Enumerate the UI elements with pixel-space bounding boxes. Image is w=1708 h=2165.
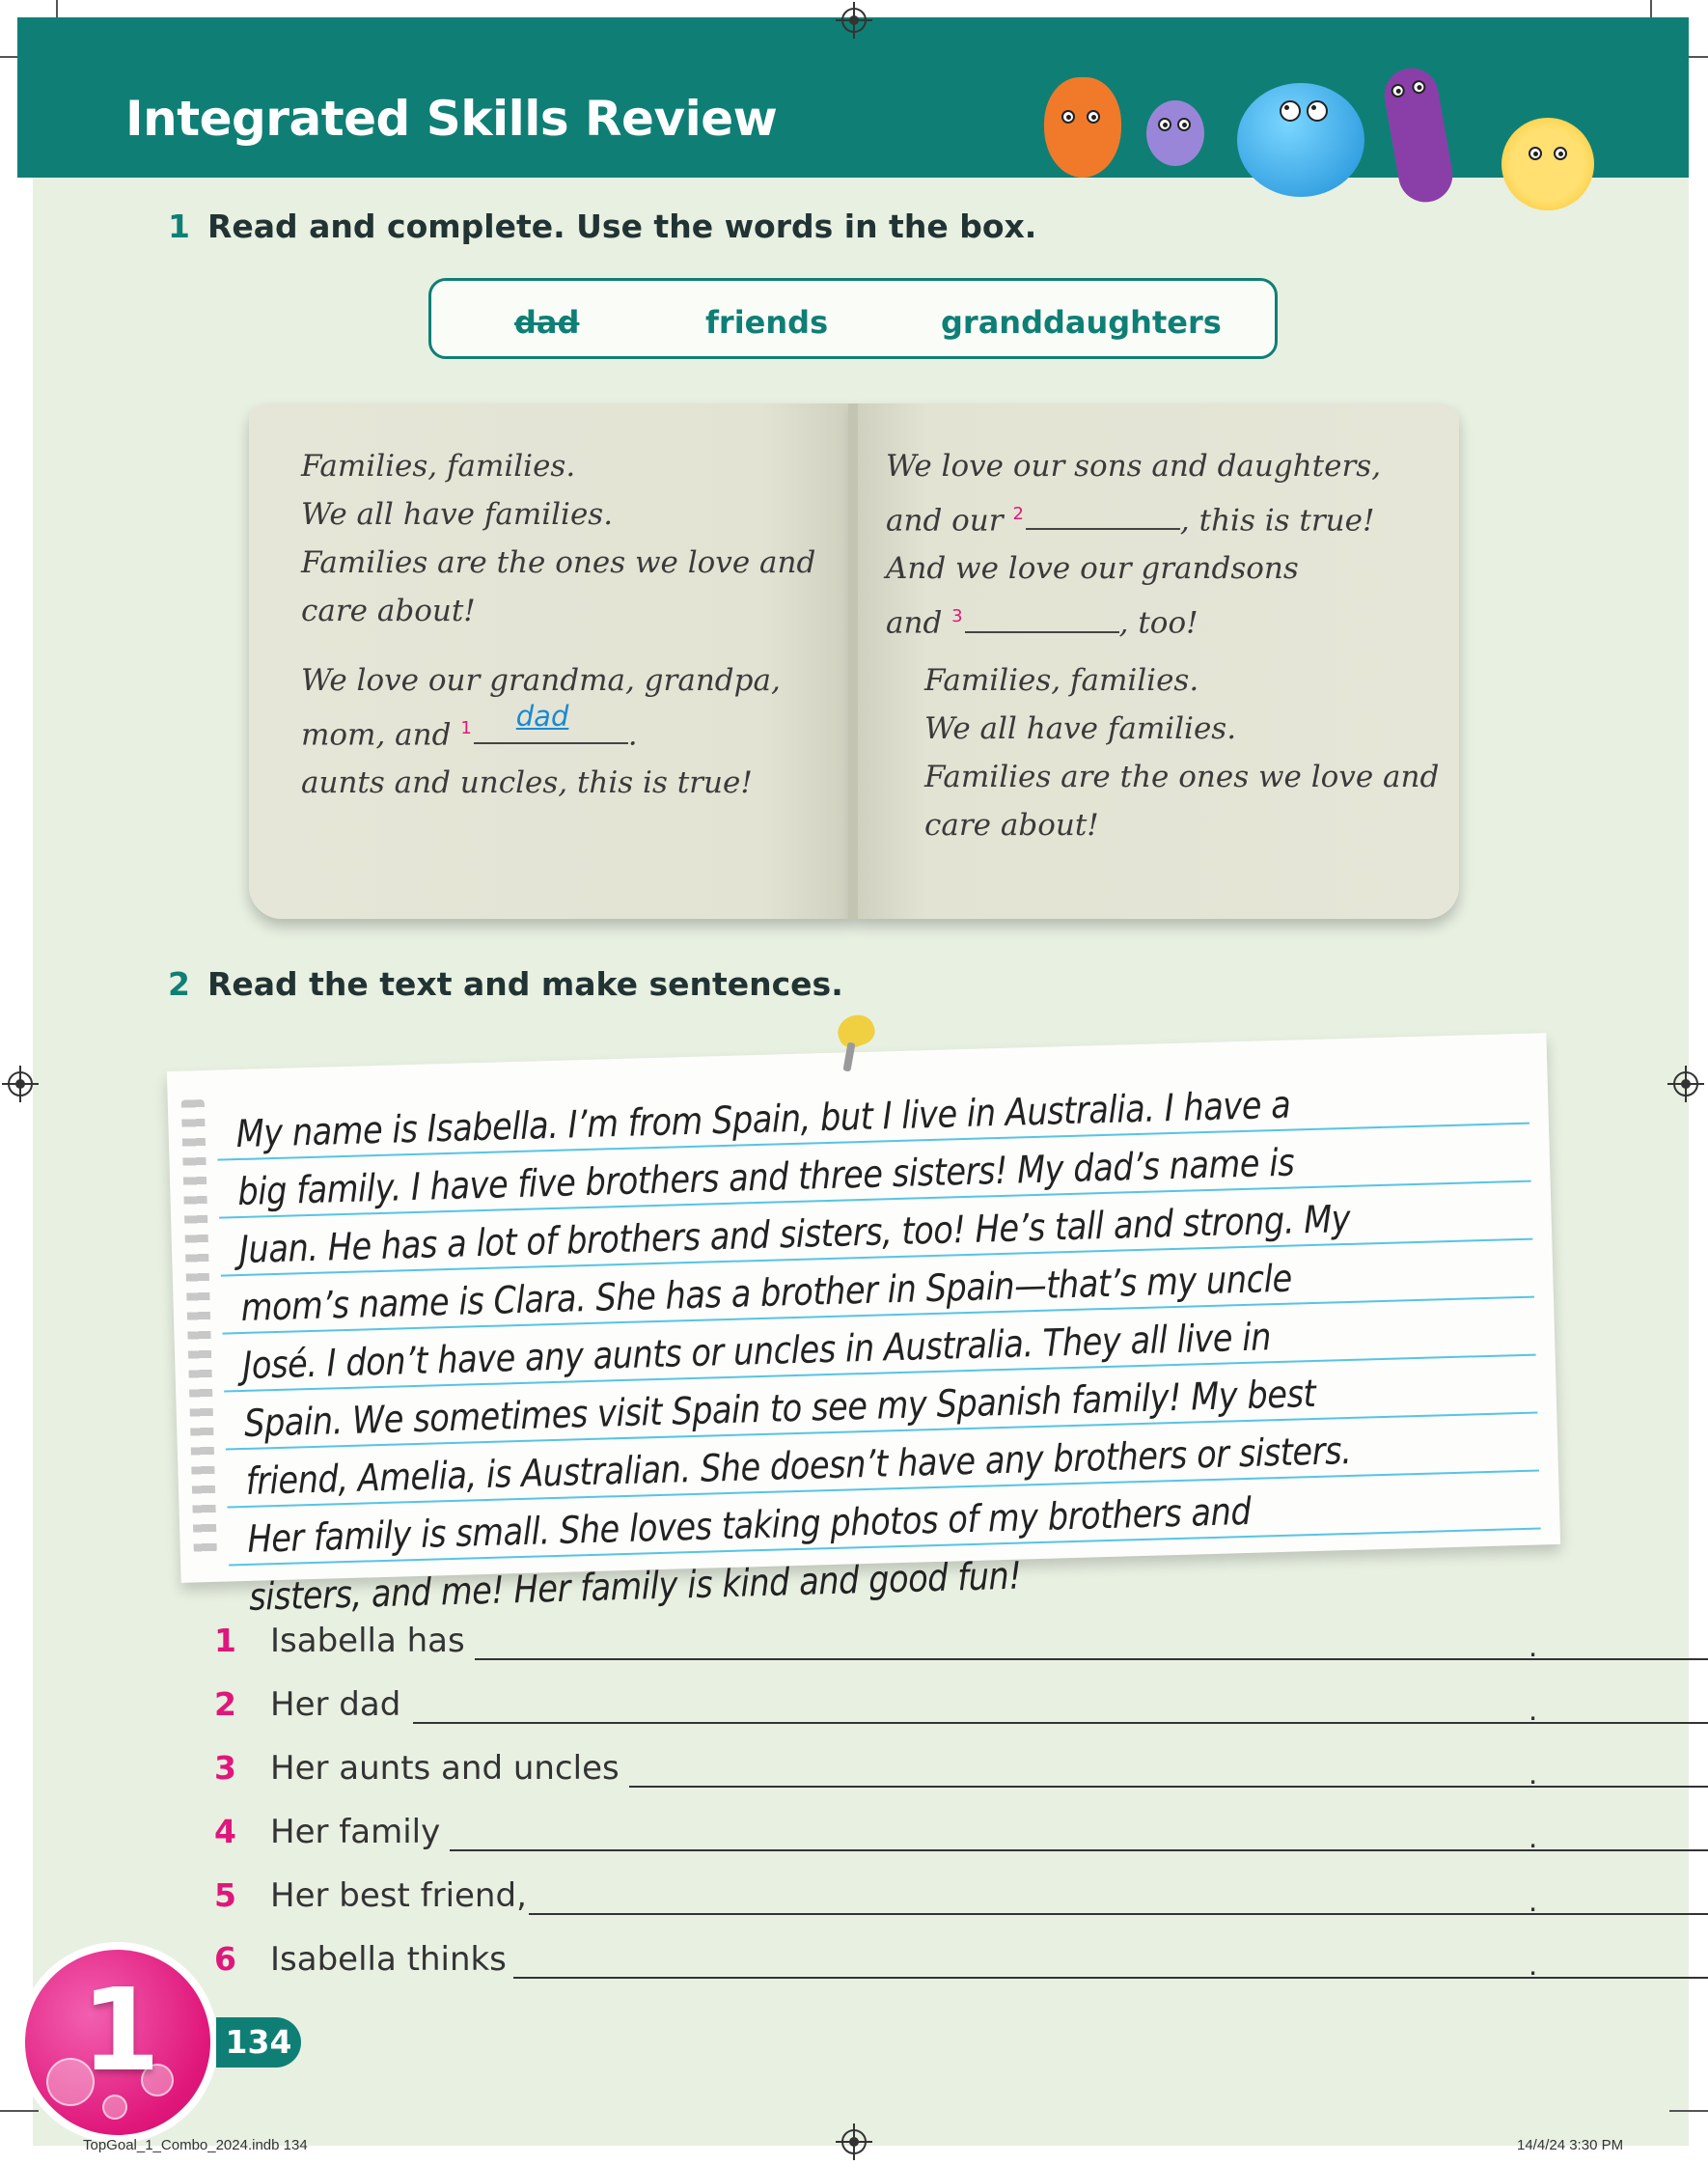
book-spine (848, 403, 858, 919)
gap-number: 2 (1012, 504, 1024, 524)
exercise-instruction: Read and complete. Use the words in the box. (207, 208, 1037, 245)
exercise-1-heading (168, 208, 1036, 245)
unit-number: 1 (81, 1963, 161, 2096)
poem-line-gap-1 (301, 700, 781, 759)
poem-line-gap-3 (886, 593, 1381, 647)
poem-line: care about! (301, 594, 476, 628)
notebook-holes (181, 1099, 217, 1553)
poem-line: We all have families. (924, 711, 1237, 746)
eye-icon (1391, 83, 1406, 98)
crop-mark (1669, 2110, 1708, 2112)
poem-text: , this is true! (1179, 503, 1375, 539)
answer-line[interactable] (475, 1658, 1708, 1660)
gap-1-answer: dad (515, 700, 569, 734)
eye-icon (1177, 118, 1191, 131)
poem-text: mom, and (301, 717, 461, 753)
question-prompt: Her dad (270, 1685, 401, 1724)
orange-character-icon (1044, 77, 1121, 178)
poem-text: , too! (1118, 605, 1198, 641)
eye-icon (1087, 110, 1100, 124)
question-prompt: Isabella has (270, 1622, 465, 1660)
unit-badge-fill (25, 1950, 210, 2135)
poem-line: We all have families. (301, 497, 614, 532)
bubble-icon (102, 2095, 127, 2120)
notebook-paper (167, 1033, 1560, 1620)
poem-line: Families, families. (924, 663, 1199, 698)
poem-stanza-2 (301, 656, 781, 807)
gap-1-blank[interactable] (474, 700, 628, 744)
exercise-instruction: Read the text and make sentences. (207, 965, 843, 1003)
print-timestamp: 14/4/24 3:30 PM (1517, 2137, 1624, 2153)
question-prompt: Her best friend, (270, 1876, 527, 1915)
reading-text: My name is Isabella. I’m from Spain, but I live in Australia. I have a big family. I have five brothers and three sisters! My dad’s name is Juan. He has a lot of brothers and sisters, too! He’s tall and strong. My mom’s name is Clara. She has a brother in Spain—that’s my uncle José. I don’t have any aunts or uncles in Australia. They all live in Spain. We sometimes visit Spain to see my Spanish family! My best friend, Amelia, is Australian. She doesn’t have any brothers or sisters. Her family is small. She loves taking photos of my brothers and sisters, and me! Her family is kind and good fun! (235, 1083, 1352, 1620)
question-end: . (1529, 1882, 1538, 1918)
poem-line: Families are the ones we love and (301, 545, 816, 580)
poem-text: . (627, 717, 638, 753)
word-box-item: dad (514, 304, 580, 341)
poem-line: Families are the ones we love and (924, 760, 1440, 794)
page-title: Integrated Skills Review (125, 91, 778, 147)
registration-mark (841, 2129, 867, 2154)
exercise-2-heading (168, 965, 843, 1003)
question-number: 6 (214, 1940, 236, 1978)
question-end: . (1529, 1691, 1538, 1727)
answer-line[interactable] (450, 1849, 1708, 1851)
exercise-number: 2 (168, 965, 190, 1003)
answer-line[interactable] (413, 1722, 1708, 1724)
gap-number: 1 (460, 718, 472, 738)
question-prompt: Her aunts and uncles (270, 1749, 620, 1788)
eye-icon (1280, 100, 1301, 122)
question-number: 2 (214, 1685, 236, 1723)
unit-badge (17, 1942, 218, 2143)
sun-character-icon (1501, 118, 1594, 210)
poem-chorus (924, 656, 1439, 849)
registration-mark (8, 1071, 33, 1096)
registration-mark (1673, 1071, 1698, 1096)
file-info: TopGoal_1_Combo_2024.indb 134 (83, 2137, 308, 2153)
word-box (428, 278, 1278, 359)
poem-line: We love our sons and daughters, (886, 449, 1382, 484)
word-box-item: granddaughters (941, 304, 1222, 341)
crop-mark (0, 2110, 39, 2112)
poem-line: aunts and uncles, this is true! (301, 765, 753, 801)
question-end: . (1529, 1946, 1538, 1982)
eye-icon (1554, 147, 1567, 160)
poem-text: and our (886, 503, 1013, 539)
purple-character-icon (1146, 100, 1204, 166)
question-number: 5 (214, 1876, 236, 1914)
eye-icon (1061, 110, 1075, 124)
poem-line: Families, families. (301, 449, 576, 484)
poem-line: We love our grandma, grandpa, (301, 663, 781, 698)
question-end: . (1529, 1818, 1538, 1854)
eye-icon (1307, 100, 1328, 122)
registration-mark (841, 8, 867, 33)
open-book (249, 403, 1459, 919)
pushpin-icon (832, 1015, 876, 1060)
page-number: 134 (216, 2017, 301, 2068)
eye-icon (1529, 147, 1542, 160)
question-end: . (1529, 1627, 1538, 1663)
question-number: 1 (214, 1622, 236, 1659)
poem-line: care about! (924, 808, 1099, 843)
gap-2-blank[interactable] (1026, 501, 1180, 530)
question-number: 3 (214, 1749, 236, 1787)
question-prompt: Isabella thinks (270, 1940, 507, 1979)
gap-3-blank[interactable] (965, 604, 1119, 633)
answer-line[interactable] (629, 1786, 1708, 1788)
eye-icon (1411, 79, 1426, 95)
poem-line: And we love our grandsons (886, 551, 1299, 587)
question-prompt: Her family (270, 1813, 441, 1851)
poem-stanza-1 (301, 442, 815, 635)
eye-icon (1158, 118, 1171, 131)
question-number: 4 (214, 1813, 236, 1850)
exercise-number: 1 (168, 208, 190, 245)
poem-stanza-3 (886, 442, 1381, 648)
poem-line-gap-2 (886, 490, 1381, 544)
blue-character-icon (1237, 83, 1364, 197)
gap-number: 3 (951, 606, 963, 627)
poem-text: and (886, 605, 952, 641)
word-box-item: friends (705, 304, 829, 341)
question-end: . (1529, 1755, 1538, 1790)
